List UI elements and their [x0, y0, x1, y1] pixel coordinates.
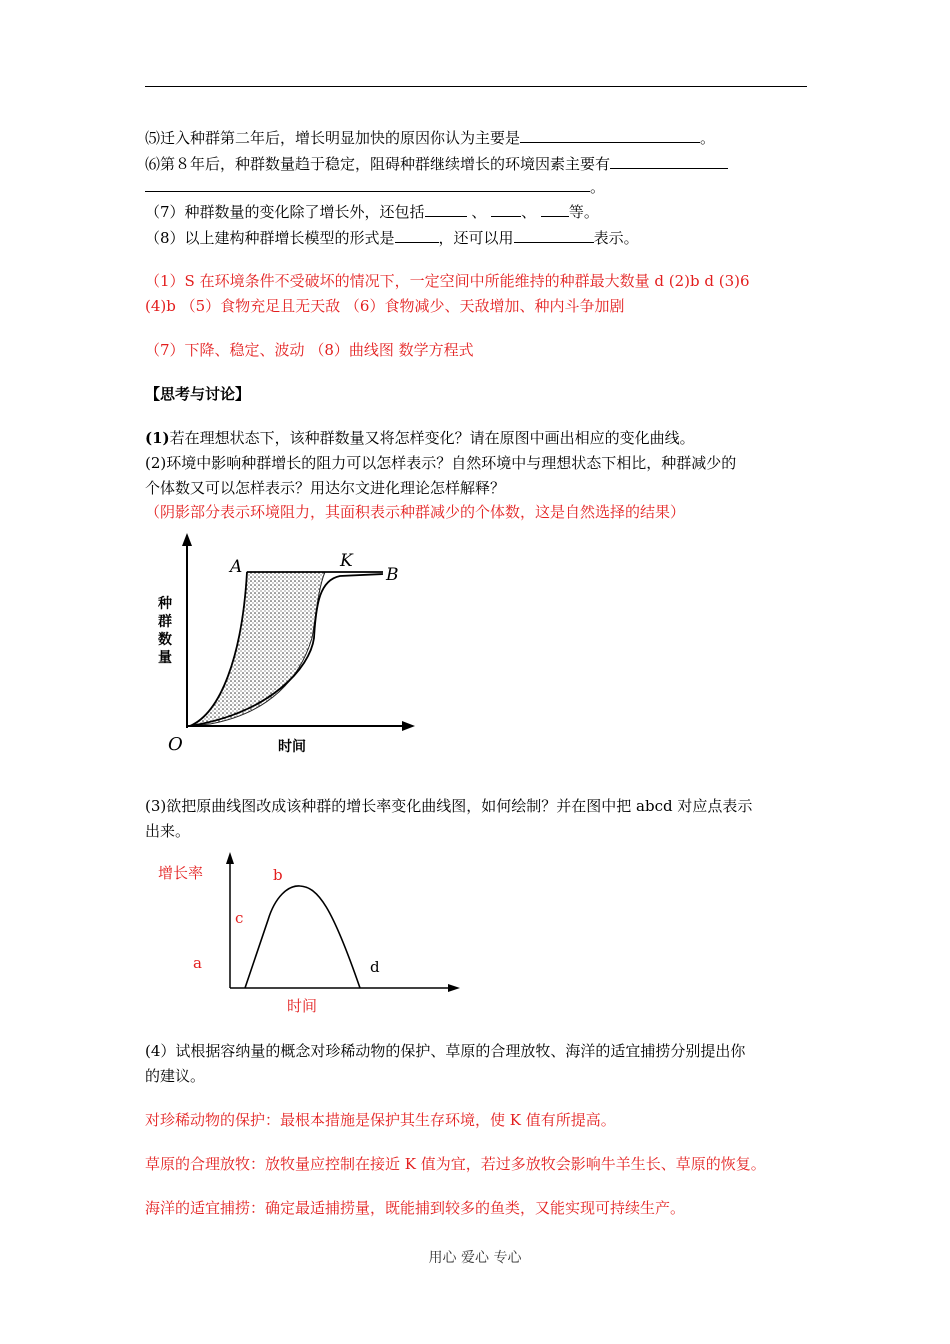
discussion-2-line-1: (2)环境中影响种群增长的阻力可以怎样表示？自然环境中与理想状态下相比，种群减少的 — [145, 454, 737, 472]
discussion-title: 【思考与讨论】 — [145, 385, 251, 403]
point-a-label: A — [230, 557, 243, 577]
question-8: （8）以上建构种群增长模型的形式是 ，还可以用 表示。 — [145, 229, 639, 247]
y-axis-label-char: 群 — [158, 614, 172, 630]
growth-rate-curve — [245, 886, 360, 988]
y-axis-label-char: 量 — [158, 650, 172, 666]
discussion-4-line-1: (4）试根据容纳量的概念对珍稀动物的保护、草原的合理放牧、海洋的适宜捕捞分别提出你 — [145, 1042, 746, 1060]
answers-line-3: （7）下降、稳定、波动 （8）曲线图 数学方程式 — [145, 341, 474, 359]
answer-blank[interactable] — [395, 227, 439, 243]
x-axis-label: 时间 — [278, 739, 306, 755]
question-5: ⑸迁入种群第二年后，增长明显加快的原因你认为主要是 。 — [145, 129, 716, 147]
answer-blank[interactable] — [145, 176, 590, 192]
discussion-2-line-2: 个体数又可以怎样表示？用达尔文进化理论怎样解释？ — [145, 479, 506, 497]
discussion-3-line-2: 出来。 — [145, 822, 191, 840]
answer-blank[interactable] — [610, 153, 728, 169]
question-6: ⑹第８年后，种群数量趋于稳定，阻碍种群继续增长的环境因素主要有 — [145, 153, 728, 174]
header-rule — [145, 86, 807, 87]
discussion-3-line-1: (3)欲把原曲线图改成该种群的增长率变化曲线图，如何绘制？并在图中把 abcd 对应点表示 — [145, 797, 753, 815]
discussion-1: (1)若在理想状态下，该种群数量又将怎样变化？请在原图中画出相应的变化曲线。 — [145, 429, 695, 447]
origin-label: O — [168, 734, 183, 755]
x-axis-arrow-icon — [448, 984, 460, 992]
answers-line-2: (4)b （5）食物充足且无天敌 （6）食物减少、天敌增加、种内斗争加剧 — [145, 297, 625, 315]
suggestion-rare-animals: 对珍稀动物的保护：最根本措施是保护其生存环境，使 K 值有所提高。 — [145, 1111, 616, 1129]
y-axis-arrow-icon — [226, 852, 234, 864]
answer-blank[interactable] — [514, 227, 594, 243]
answer-blank[interactable] — [425, 201, 467, 217]
population-growth-figure — [150, 528, 420, 760]
suggestion-fishing: 海洋的适宜捕捞：确定最适捕捞量，既能捕到较多的鱼类，又能实现可持续生产。 — [145, 1199, 686, 1217]
answers-line-1: （1）S 在环境条件不受破坏的情况下，一定空间中所能维持的种群最大数量 d (2)b d (3)6 — [145, 272, 750, 290]
y-axis-label: 增长率 — [158, 864, 204, 882]
y-axis-arrow-icon — [182, 533, 192, 546]
answer-blank[interactable] — [520, 127, 700, 143]
discussion-2-answer: （阴影部分表示环境阻力，其面积表示种群减少的个体数，这是自然选择的结果） — [145, 503, 686, 521]
question-7: （7）种群数量的变化除了增长外，还包括 、 、 等。 — [145, 203, 599, 221]
page-footer: 用心 爱心 专心 — [428, 1250, 522, 1266]
point-b-label: B — [386, 565, 399, 585]
y-axis-label-char: 数 — [158, 632, 172, 648]
answer-blank[interactable] — [491, 201, 521, 217]
y-axis-label-char: 种 — [158, 596, 172, 612]
x-axis-label: 时间 — [287, 997, 318, 1015]
point-c-label: c — [235, 909, 244, 927]
point-a-label: a — [193, 954, 202, 972]
question-6-continued: 。 — [145, 176, 605, 197]
x-axis-arrow-icon — [402, 721, 415, 731]
point-b-label: b — [273, 866, 283, 884]
answer-blank[interactable] — [541, 201, 569, 217]
point-d-label: d — [370, 958, 380, 976]
point-k-label: K — [340, 551, 353, 571]
suggestion-grazing: 草原的合理放牧：放牧量应控制在接近 K 值为宜，若过多放牧会影响牛羊生长、草原的恢复。 — [145, 1155, 766, 1173]
growth-rate-figure — [150, 845, 470, 1020]
discussion-4-line-2: 的建议。 — [145, 1067, 206, 1085]
